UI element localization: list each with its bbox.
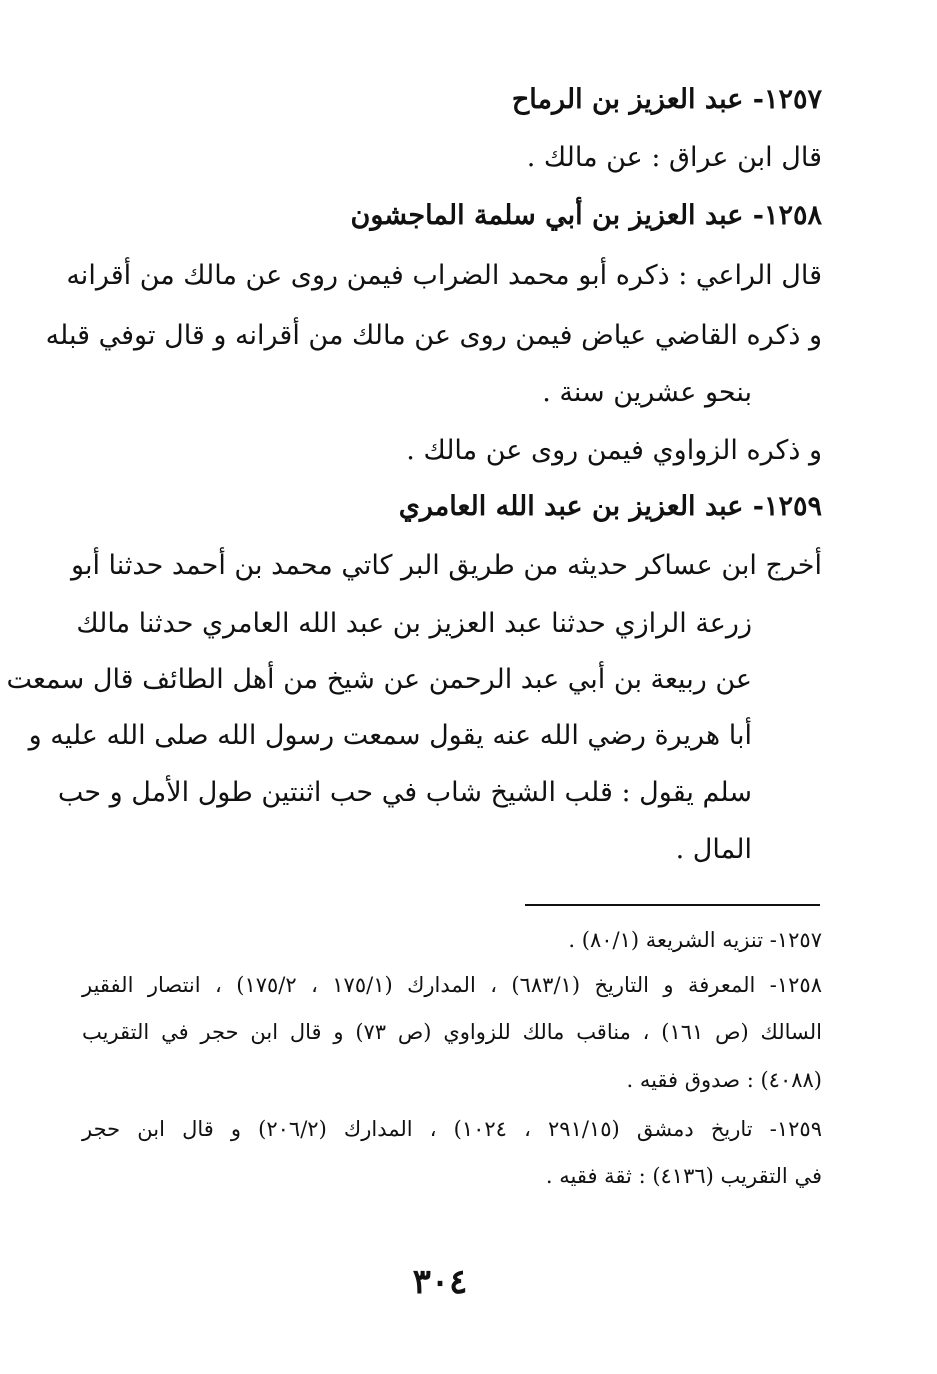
body-line: المال . — [675, 834, 752, 865]
entry-heading-1257: ١٢٥٧- عبد العزيز بن الرماح — [511, 84, 822, 115]
footnote-separator — [525, 904, 820, 906]
body-line: و ذكره القاضي عياض فيمن روى عن مالك من أقرانه و قال توفي قبله — [45, 320, 822, 351]
body-line: أبا هريرة رضي الله عنه يقول سمعت رسول الله صلى الله عليه و — [28, 720, 752, 751]
body-line: قال ابن عراق : عن مالك . — [526, 142, 822, 173]
footnote-line: (٤٠٨٨) : صدوق فقيه . — [626, 1068, 822, 1092]
body-line: بنحو عشرين سنة . — [542, 377, 752, 408]
entry-heading-1258: ١٢٥٨- عبد العزيز بن أبي سلمة الماجشون — [350, 200, 822, 231]
footnote-line: ١٢٥٩- تاريخ دمشق (٢٩١/١٥ ، ١٠٢٤) ، المدارك (٢٠٦/٢) و قال ابن حجر — [82, 1117, 822, 1141]
entry-heading-1259: ١٢٥٩- عبد العزيز بن عبد الله العامري — [398, 491, 822, 522]
body-line: سلم يقول : قلب الشيخ شاب في حب اثنتين طول الأمل و حب — [57, 777, 752, 808]
body-line: قال الراعي : ذكره أبو محمد الضراب فيمن روى عن مالك من أقرانه — [66, 260, 822, 291]
footnote-line: ١٢٥٨- المعرفة و التاريخ (٦٨٣/١) ، المدارك (١٧٥/١ ، ١٧٥/٢) ، انتصار الفقير — [82, 973, 822, 997]
footnote-line: ١٢٥٧- تنزيه الشريعة (٨٠/١) . — [568, 928, 822, 952]
footnote-line: في التقريب (٤١٣٦) : ثقة فقيه . — [545, 1164, 822, 1188]
footnote-line: السالك (ص ١٦١) ، مناقب مالك للزواوي (ص ٧٣) و قال ابن حجر في التقريب — [82, 1020, 822, 1044]
body-line: عن ربيعة بن أبي عبد الرحمن عن شيخ من أهل الطائف قال سمعت — [6, 664, 752, 695]
page-number: ٣٠٤ — [412, 1262, 468, 1302]
body-line: أخرج ابن عساكر حديثه من طريق البر كاتي محمد بن أحمد حدثنا أبو — [71, 550, 822, 581]
body-line: و ذكره الزواوي فيمن روى عن مالك . — [406, 435, 822, 466]
body-line: زرعة الرازي حدثنا عبد العزيز بن عبد الله العامري حدثنا مالك — [76, 608, 752, 639]
